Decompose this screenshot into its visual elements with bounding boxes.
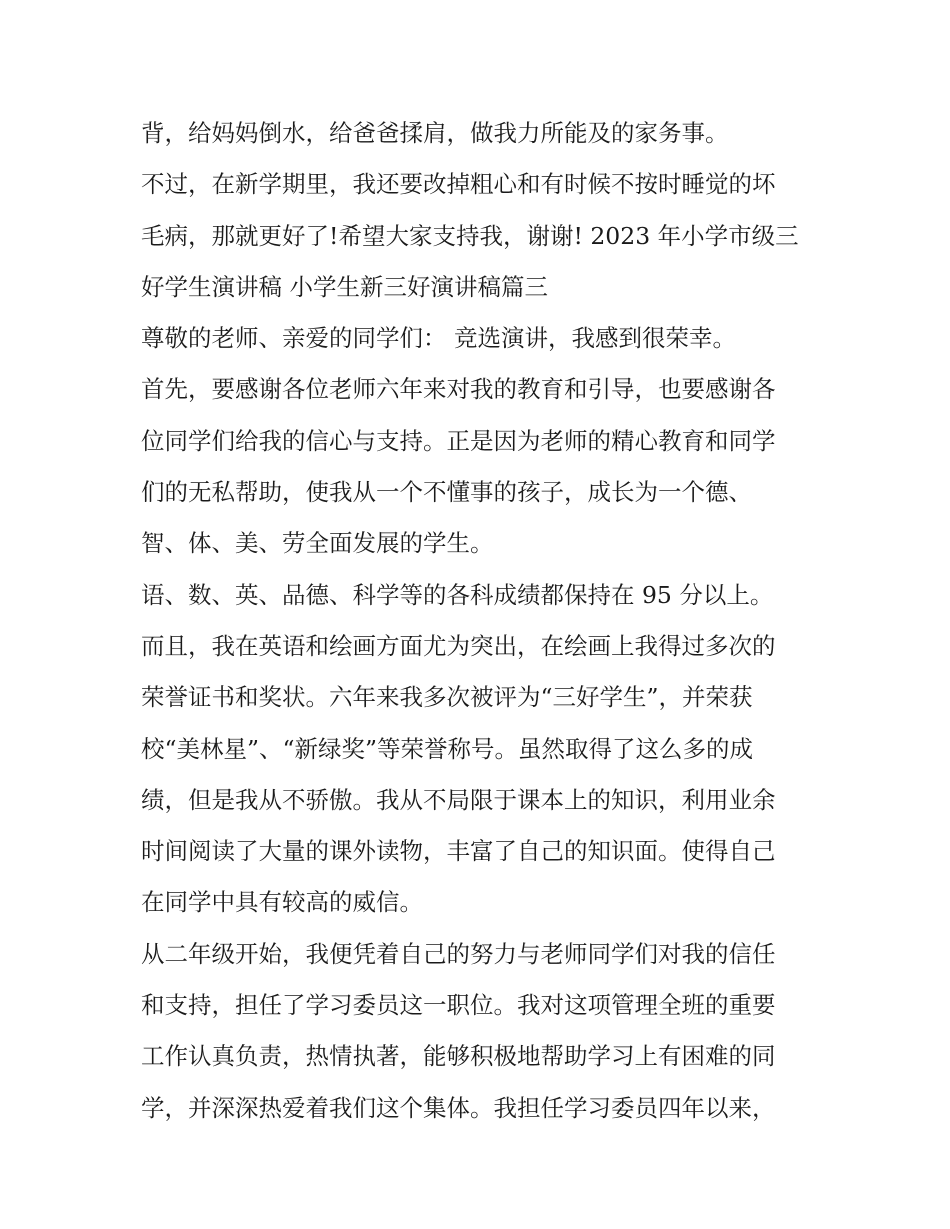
text-line: 不过，在新学期里，我还要改掉粗心和有时候不按时睡觉的坏 — [141, 170, 776, 199]
text-line: 荣誉证书和奖状。六年来我多次被评为“三好学生”，并荣获 — [141, 683, 753, 712]
text-line: 们的无私帮助，使我从一个不懂事的孩子，成长为一个德、 — [141, 478, 752, 507]
text-line: 毛病，那就更好了!希望大家支持我，谢谢! 2023 年小学市级三 — [141, 221, 799, 250]
text-line: 学，并深深热爱着我们这个集体。我担任学习委员四年以来， — [141, 1093, 776, 1122]
text-line: 位同学们给我的信心与支持。正是因为老师的精心教育和同学 — [141, 426, 776, 455]
text-line: 好学生演讲稿 小学生新三好演讲稿篇三 — [141, 272, 548, 301]
text-line: 校“美林星”、“新绿奖”等荣誉称号。虽然取得了这么多的成 — [141, 734, 754, 763]
text-line: 工作认真负责，热情执著，能够积极地帮助学习上有困难的同 — [141, 1042, 776, 1071]
text-line: 在同学中具有较高的威信。 — [141, 888, 423, 917]
text-line: 绩，但是我从不骄傲。我从不局限于课本上的知识，利用业余 — [141, 785, 776, 814]
text-line: 和支持，担任了学习委员这一职位。我对这项管理全班的重要 — [141, 991, 776, 1020]
text-line: 首先，要感谢各位老师六年来对我的教育和引导，也要感谢各 — [141, 375, 776, 404]
text-line: 尊敬的老师、亲爱的同学们： 竞选演讲，我感到很荣幸。 — [141, 324, 736, 353]
text-line: 语、数、英、品德、科学等的各科成绩都保持在 95 分以上。 — [141, 580, 774, 609]
text-line: 而且，我在英语和绘画方面尤为突出，在绘画上我得过多次的 — [141, 631, 776, 660]
text-line: 从二年级开始，我便凭着自己的努力与老师同学们对我的信任 — [141, 939, 776, 968]
text-line: 时间阅读了大量的课外读物，丰富了自己的知识面。使得自己 — [141, 837, 776, 866]
text-line: 背，给妈妈倒水，给爸爸揉肩，做我力所能及的家务事。 — [141, 119, 729, 147]
document-body — [141, 108, 821, 1134]
text-line: 智、体、美、劳全面发展的学生。 — [141, 529, 494, 558]
